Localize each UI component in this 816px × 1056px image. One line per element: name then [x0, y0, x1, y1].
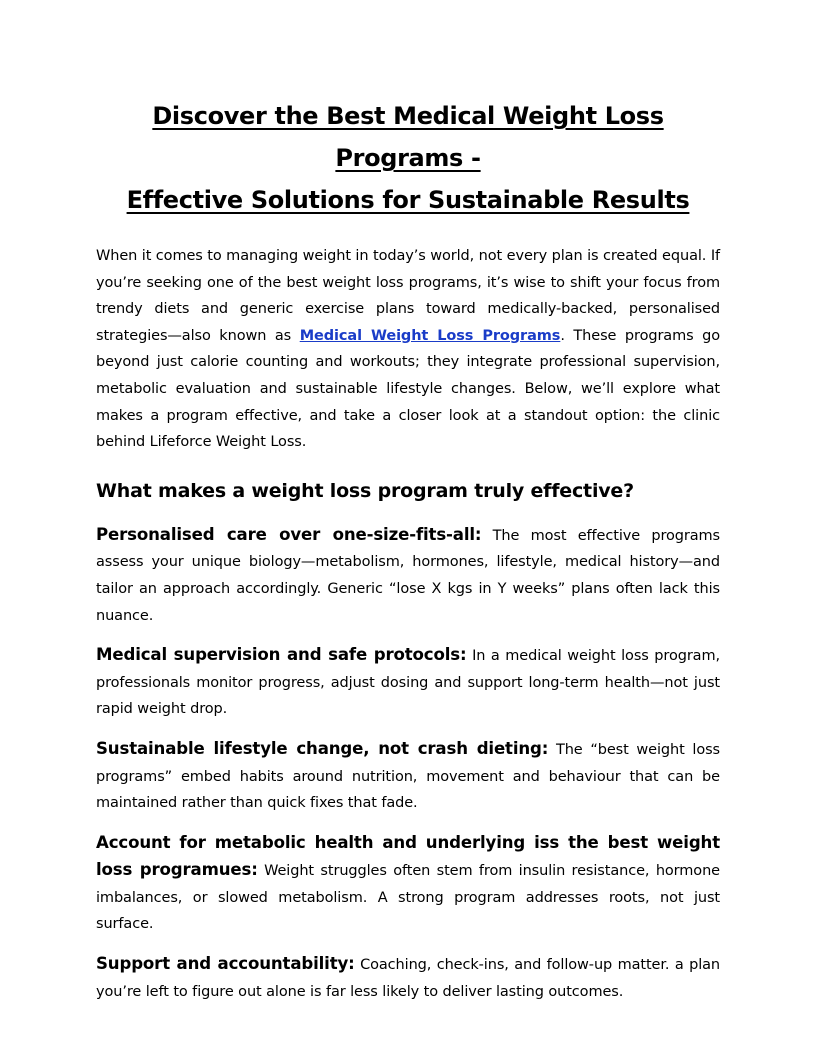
intro-text-before-link: When it comes to managing weight in today’s world, not every plan is created equal. If you’re seeking one of the best weight loss programs, it’s wise to shift your focus from trendy diets and generic exercise plans toward medically-backed, personalised strategies—also known as	[96, 248, 720, 344]
medical-weight-loss-programs-link[interactable]: Medical Weight Loss Programs	[299, 327, 561, 344]
point-paragraph	[96, 736, 720, 817]
point-heading: Sustainable lifestyle change, not crash dieting:	[96, 738, 549, 758]
point-text: Weight struggles often stem from insulin resistance, hormone imbalances, or slowed metabolism. A strong program addresses roots, not just surface.	[96, 863, 720, 933]
point-text: Coaching, check-ins, and follow-up matter. a plan you’re left to figure out alone is far less likely to deliver lasting outcomes.	[96, 957, 720, 1000]
point-heading: Personalised care over one-size-fits-all:	[96, 524, 482, 544]
point-heading: Medical supervision and safe protocols:	[96, 645, 467, 665]
point-heading: Support and accountability:	[96, 954, 355, 974]
point-paragraph	[96, 642, 720, 723]
point-paragraph	[96, 951, 720, 1005]
document-page	[96, 95, 720, 1005]
intro-paragraph	[96, 243, 720, 456]
point-text: In a medical weight loss program, professionals monitor progress, adjust dosing and support long-term health—not just rapid weight drop.	[96, 648, 720, 718]
point-heading: Account for metabolic health and underlying iss the best weight loss programues:	[96, 832, 720, 880]
title-line-1: Discover the Best Medical Weight Loss Programs -	[152, 102, 664, 172]
section-heading: What makes a weight loss program truly effective?	[96, 479, 634, 502]
point-paragraph	[96, 522, 720, 629]
point-text: The most effective programs assess your unique biology—metabolism, hormones, lifestyle, medical history—and tailor an approach accordingly. Generic “lose X kgs in Y weeks” plans often lack this nuance.	[96, 527, 720, 624]
point-paragraph	[96, 830, 720, 938]
intro-text-after-link: . These programs go beyond just calorie counting and workouts; they integrate professional supervision, metabolic evaluation and sustainable lifestyle changes. Below, we’ll explore what makes a program effective, and take a closer look at a standout option: the clinic behind Lifeforce Weight Loss.	[96, 327, 721, 451]
page-title	[96, 95, 720, 221]
title-line-2: Effective Solutions for Sustainable Results	[126, 186, 690, 214]
point-text: The “best weight loss programs” embed habits around nutrition, movement and behaviour that can be maintained rather than quick fixes that fade.	[96, 741, 721, 812]
